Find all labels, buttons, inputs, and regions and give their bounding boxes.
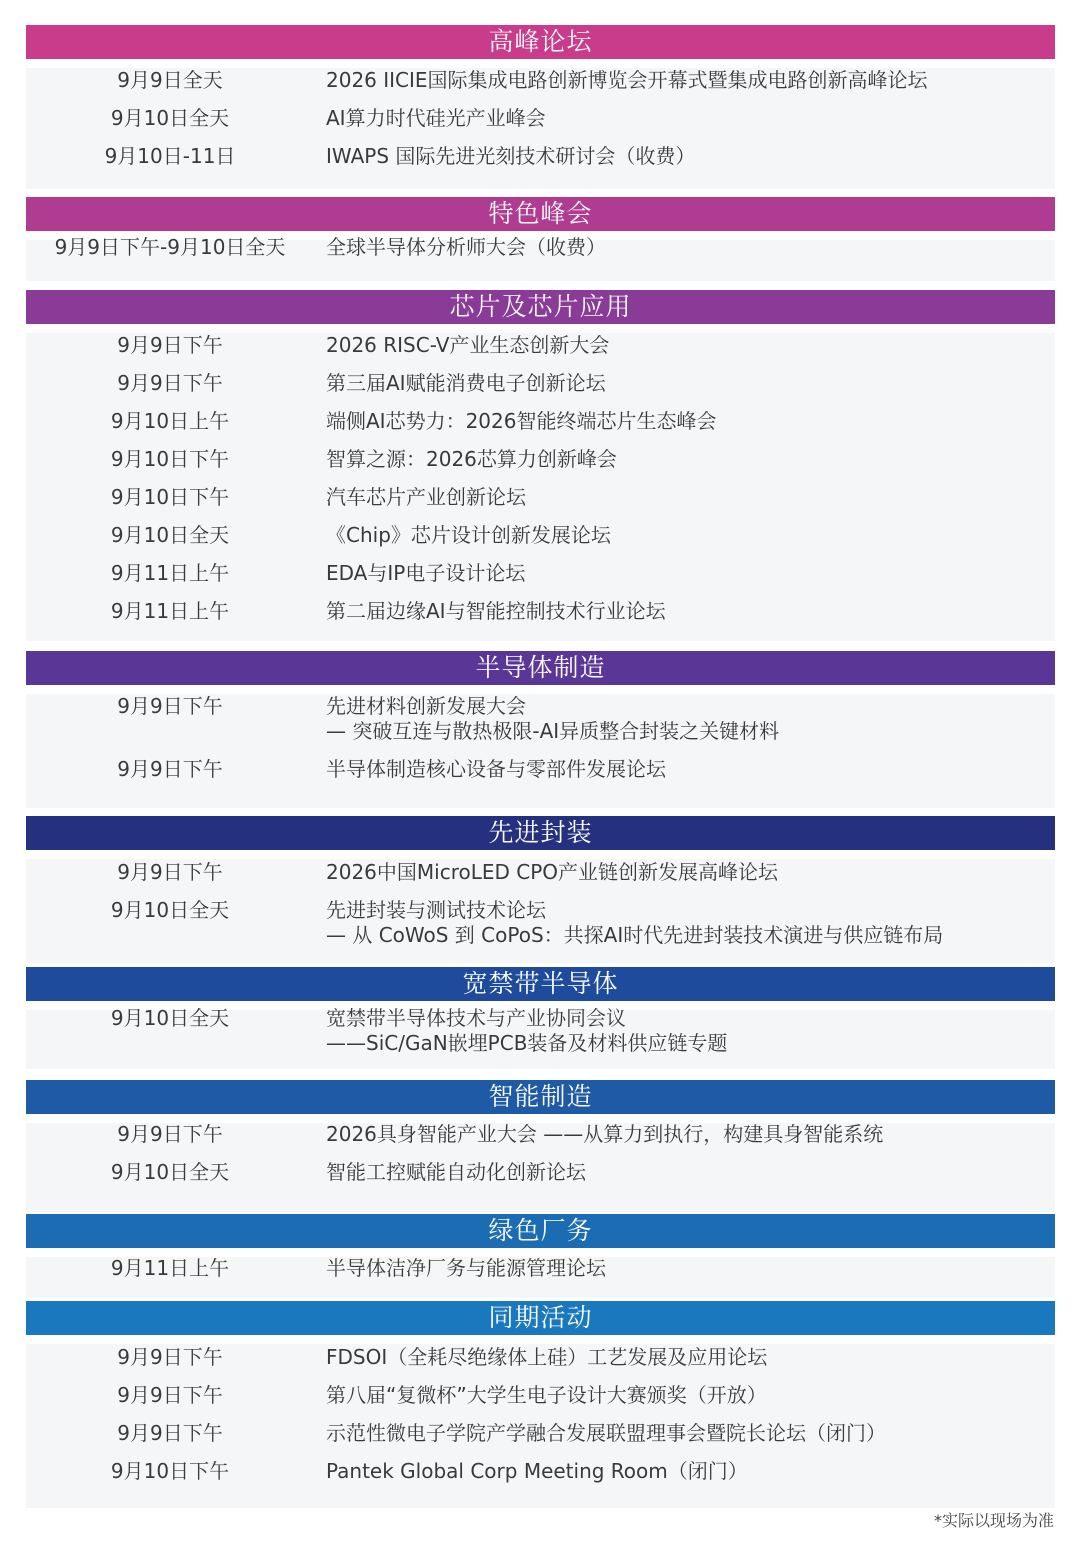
event-date: 9月10日全天	[110, 106, 230, 130]
event-title	[326, 523, 1051, 548]
event-title	[326, 1256, 1051, 1281]
event-title	[326, 860, 1051, 885]
event-title	[326, 371, 1051, 396]
event-title-line: 宽禁带半导体技术与产业协同会议	[326, 1006, 626, 1030]
event-date: 9月9日下午	[117, 757, 223, 781]
event-date: 9月9日下午	[117, 694, 223, 718]
event-subtitle-line: ——SiC/GaN嵌埋PCB装备及材料供应链专题	[326, 1031, 728, 1055]
event-title-line: 先进封装与测试技术论坛	[326, 898, 546, 922]
event-date: 9月10日下午	[110, 447, 230, 471]
event-title	[326, 1459, 1051, 1484]
event-date: 9月10日全天	[110, 1160, 230, 1184]
event-title	[326, 68, 1051, 93]
section-title: 高峰论坛	[26, 25, 1055, 59]
event-date: 9月9日下午	[117, 1383, 223, 1407]
section-body	[26, 859, 1055, 963]
section-9	[26, 1301, 1055, 1508]
section-body	[26, 235, 1055, 281]
section-body	[26, 1257, 1055, 1298]
section-5	[26, 816, 1055, 963]
section-2	[26, 197, 1055, 281]
event-title-line: 先进材料创新发展大会	[326, 694, 526, 718]
event-date: 9月10日全天	[110, 523, 230, 547]
event-title	[326, 1160, 1051, 1185]
section-body	[26, 68, 1055, 189]
event-title	[326, 144, 1051, 169]
event-date: 9月9日下午	[117, 860, 223, 884]
event-title-line: 第二届边缘AI与智能控制技术行业论坛	[326, 599, 666, 623]
event-title	[326, 106, 1051, 131]
event-date: 9月9日下午-9月10日全天	[54, 235, 286, 259]
event-title-line: 《Chip》芯片设计创新发展论坛	[326, 523, 611, 547]
event-title-line: 半导体洁净厂务与能源管理论坛	[326, 1256, 606, 1280]
event-title	[326, 485, 1051, 510]
section-6	[26, 967, 1055, 1069]
event-date: 9月11日上午	[110, 1256, 230, 1280]
event-title-line: 2026具身智能产业大会 ——从算力到执行，构建具身智能系统	[326, 1122, 884, 1146]
event-title	[326, 1122, 1051, 1147]
event-title-line: 智算之源：2026芯算力创新峰会	[326, 447, 617, 471]
event-title-line: 端侧AI芯势力：2026智能终端芯片生态峰会	[326, 409, 717, 433]
event-date: 9月9日全天	[117, 68, 223, 92]
event-title	[326, 757, 1051, 782]
event-title-line: 2026 IICIE国际集成电路创新博览会开幕式暨集成电路创新高峰论坛	[326, 68, 928, 92]
event-title-line: 2026中国MicroLED CPO产业链创新发展高峰论坛	[326, 860, 779, 884]
section-body	[26, 694, 1055, 808]
section-title: 先进封装	[26, 816, 1055, 850]
event-subtitle-line: — 从 CoWoS 到 CoPoS：共探AI时代先进封装技术演进与供应链布局	[326, 923, 944, 947]
section-title: 特色峰会	[26, 197, 1055, 231]
event-subtitle-line: — 突破互连与散热极限-AI异质整合封装之关键材料	[326, 719, 780, 743]
event-date: 9月10日下午	[110, 1459, 230, 1483]
section-title: 智能制造	[26, 1080, 1055, 1114]
section-title: 宽禁带半导体	[26, 967, 1055, 1001]
event-date: 9月9日下午	[117, 371, 223, 395]
event-date: 9月10日全天	[110, 1006, 230, 1030]
event-date: 9月10日-11日	[104, 144, 236, 168]
event-title	[326, 447, 1051, 472]
section-8	[26, 1214, 1055, 1298]
event-date: 9月10日上午	[110, 409, 230, 433]
event-title-line: EDA与IP电子设计论坛	[326, 561, 526, 585]
section-1	[26, 25, 1055, 189]
event-date: 9月10日全天	[110, 898, 230, 922]
event-title	[326, 1421, 1051, 1446]
section-body	[26, 1006, 1055, 1069]
section-title: 芯片及芯片应用	[26, 290, 1055, 324]
event-title	[326, 1383, 1051, 1408]
event-title	[326, 235, 1051, 260]
section-body	[26, 333, 1055, 641]
event-title	[326, 561, 1051, 586]
event-title-line: AI算力时代硅光产业峰会	[326, 106, 546, 130]
event-title-line: 示范性微电子学院产学融合发展联盟理事会暨院长论坛（闭门）	[326, 1421, 886, 1445]
event-date: 9月10日下午	[110, 485, 230, 509]
event-title-line: 全球半导体分析师大会（收费）	[326, 235, 606, 259]
event-date: 9月9日下午	[117, 333, 223, 357]
event-title-line: 2026 RISC-V产业生态创新大会	[326, 333, 610, 357]
event-title-line: Pantek Global Corp Meeting Room（闭门）	[326, 1459, 748, 1483]
event-title	[326, 1345, 1051, 1370]
event-title	[326, 898, 1051, 948]
event-title-line: 第八届“复微杯”大学生电子设计大赛颁奖（开放）	[326, 1383, 767, 1407]
section-7	[26, 1080, 1055, 1212]
event-title	[326, 694, 1051, 744]
event-title-line: 汽车芯片产业创新论坛	[326, 485, 526, 509]
section-title: 半导体制造	[26, 651, 1055, 685]
event-date: 9月9日下午	[117, 1122, 223, 1146]
section-title: 绿色厂务	[26, 1214, 1055, 1248]
section-4	[26, 651, 1055, 808]
event-title	[326, 1006, 1051, 1056]
event-date: 9月11日上午	[110, 561, 230, 585]
event-title-line: 第三届AI赋能消费电子创新论坛	[326, 371, 606, 395]
event-title-line: FDSOI（全耗尽绝缘体上硅）工艺发展及应用论坛	[326, 1345, 768, 1369]
section-title: 同期活动	[26, 1301, 1055, 1335]
event-title	[326, 333, 1051, 358]
event-title-line: 智能工控赋能自动化创新论坛	[326, 1160, 586, 1184]
section-3	[26, 290, 1055, 641]
event-title-line: 半导体制造核心设备与零部件发展论坛	[326, 757, 666, 781]
event-title	[326, 599, 1051, 624]
event-title	[326, 409, 1051, 434]
event-date: 9月9日下午	[117, 1421, 223, 1445]
event-title-line: IWAPS 国际先进光刻技术研讨会（收费）	[326, 144, 696, 168]
footnote: *实际以现场为准	[933, 1511, 1054, 1530]
event-date: 9月11日上午	[110, 599, 230, 623]
section-body	[26, 1123, 1055, 1212]
event-date: 9月9日下午	[117, 1345, 223, 1369]
section-body	[26, 1344, 1055, 1508]
